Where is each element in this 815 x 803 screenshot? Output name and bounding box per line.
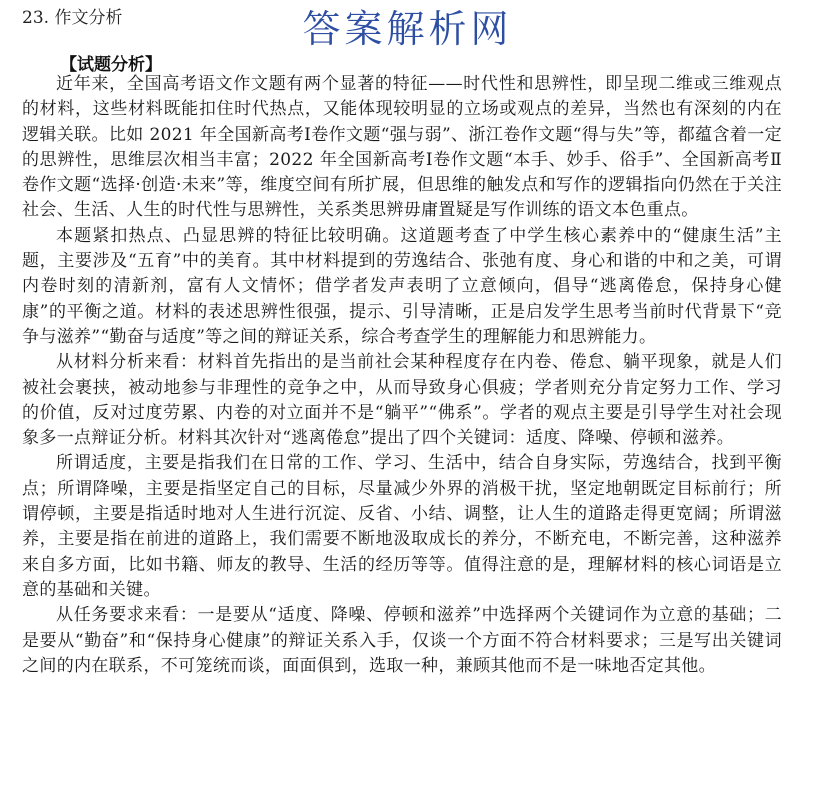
paragraph-topic-features: 本题紧扣热点、凸显思辨的特征比较明确。这道题考查了中学生核心素养中的“健康生活”主题，主要涉及“五育”中的美育。其中材料提到的劳逸结合、张弛有度、身心和谐的中和之美，可谓内卷时刻的清新剂，富有人文情怀；借学者发声表明了立意倾向，倡导“逃离倦怠，保持身心健康”的平衡之道。材料的表述思辨性很强，提示、引导清晰，正是启发学生思考当前时代背景下“竞争与滋养”“勤奋与适度”等之间的辩证关系，综合考查学生的理解能力和思辨能力。 — [22, 225, 782, 347]
paragraph-keyword-definitions: 所谓适度，主要是指我们在日常的工作、学习、生活中，结合自身实际，劳逸结合，找到平衡点；所谓降噪，主要是指坚定自己的目标，尽量减少外界的消极干扰，坚定地朝既定目标前行；所谓停顿，主要是指适时地对人生进行沉淀、反省、小结、调整，让人生的道路走得更宽阔；所谓滋养，主要是指在前进的道路上，我们需要不断地汲取成长的养分，不断充电，不断完善，这种滋养来自多方面，比如书籍、师友的教导、生活的经历等等。值得注意的是，理解材料的核心词语是立意的基础和关键。 — [22, 453, 782, 600]
paragraph-task-requirements: 从任务要求来看：一是要从“适度、降噪、停顿和滋养”中选择两个关键词作为立意的基础；二是要从“勤奋”和“保持身心健康”的辩证关系入手，仅谈一个方面不符合材料要求；三是写出关键词之间的内在联系，不可笼统而谈，面面俱到，选取一种，兼顾其他而不是一味地否定其他。 — [22, 605, 782, 676]
question-number: 23. 作文分析 — [22, 8, 123, 28]
analysis-body — [22, 72, 782, 679]
paragraph-material-analysis: 从材料分析来看：材料首先指出的是当前社会某种程度存在内卷、倦怠、躺平现象，就是人们被社会裹挟，被动地参与非理性的竞争之中，从而导致身心俱疲；学者则充分肯定努力工作、学习的价值，反对过度劳累、内卷的对立面并不是“躺平”“佛系”。学者的观点主要是引导学生对社会现象多一点辩证分析。材料其次针对“逃离倦怠”提出了四个关键词：适度、降噪、停顿和滋养。 — [22, 352, 782, 449]
section-title: 【试题分析】 — [60, 55, 162, 75]
paragraph-intro: 近年来，全国高考语文作文题有两个显著的特征——时代性和思辨性，即呈现二维或三维观点的材料，这些材料既能扣住时代热点，又能体现较明显的立场或观点的差异，当然也有深刻的内在逻辑关联。比如 2021 年全国新高考Ⅰ卷作文题“强与弱”、浙江卷作文题“得与失”等，都蕴含着一定的思辨性，思维层次相当丰富；2022 年全国新高考Ⅰ卷作文题“本手、妙手、俗手”、全国新高考Ⅱ卷作文题“选择·创造·未来”等，维度空间有所扩展，但思维的触发点和写作的逻辑指向仍然在于关注社会、生活、人生的时代性与思辨性，关系类思辨毋庸置疑是写作训练的语文本色重点。 — [22, 74, 782, 221]
watermark-title: 答案解析网 — [302, 7, 513, 51]
